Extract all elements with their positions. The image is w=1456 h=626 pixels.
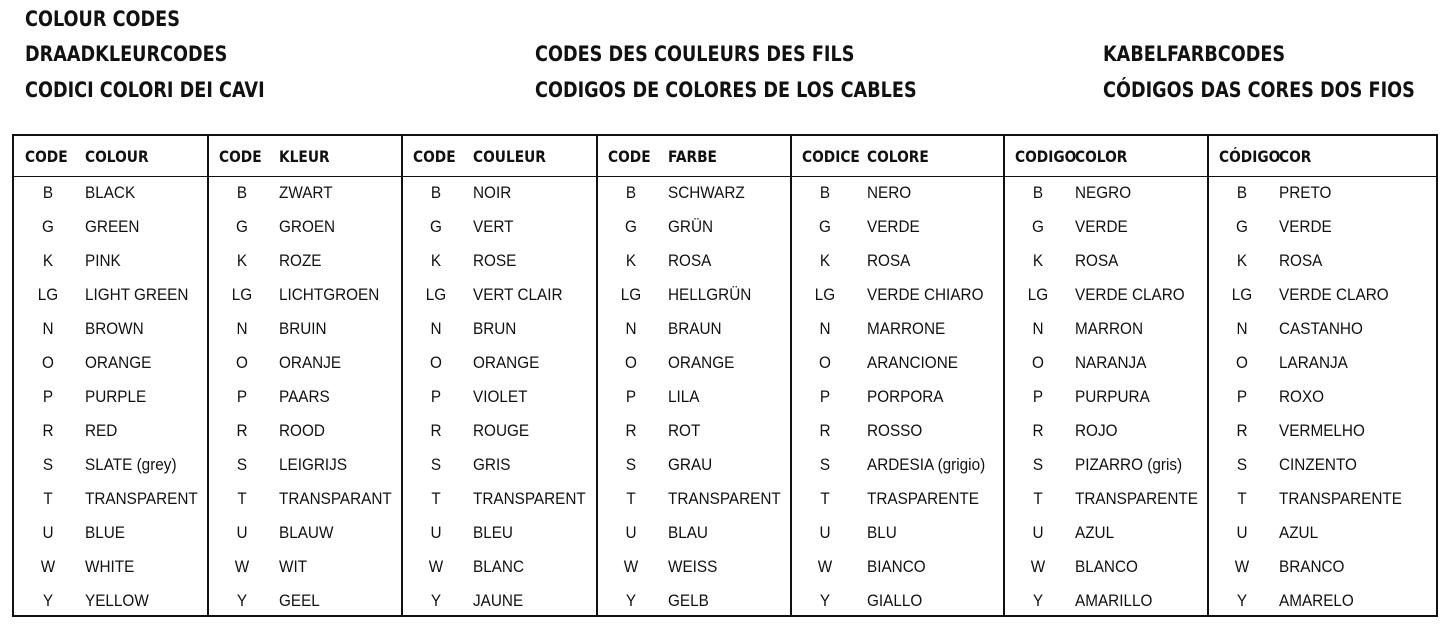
colour-name-cell: BRUN <box>473 319 517 338</box>
code-cell: LG <box>1027 285 1049 304</box>
code-cell: N <box>1032 319 1044 338</box>
code-cell: T <box>237 489 247 508</box>
colour-name-cell: VERDE <box>867 217 920 236</box>
colour-name-cell: CINZENTO <box>1279 455 1357 474</box>
code-cell: R <box>430 421 442 440</box>
code-cell: Y <box>819 591 831 610</box>
code-cell: R <box>236 421 248 440</box>
colour-name-cell: BLANC <box>473 557 525 576</box>
code-cell: B <box>625 183 637 202</box>
colour-name-cell: VERMELHO <box>1279 421 1365 440</box>
colour-name-cell: TRANSPARANT <box>279 489 392 508</box>
colour-name-cell: BLANCO <box>1075 557 1138 576</box>
code-cell: B <box>1032 183 1044 202</box>
colour-column-header: COR <box>1279 147 1312 166</box>
colour-name-cell: LILA <box>668 387 700 406</box>
colour-name-cell: ORANGE <box>668 353 735 372</box>
colour-column-header: KLEUR <box>279 147 330 166</box>
code-cell: O <box>1236 353 1248 372</box>
colour-name-cell: ROZE <box>279 251 322 270</box>
code-cell: U <box>625 523 637 542</box>
colour-name-cell: ROSA <box>1279 251 1323 270</box>
code-cell: W <box>817 557 833 576</box>
colour-name-cell: BLACK <box>85 183 136 202</box>
colour-name-cell: NERO <box>867 183 912 202</box>
code-cell: LG <box>425 285 447 304</box>
colour-name-cell: PIZARRO (gris) <box>1075 455 1183 474</box>
code-cell: N <box>819 319 831 338</box>
colour-column-header: COULEUR <box>473 147 546 166</box>
code-cell: P <box>819 387 831 406</box>
code-cell: U <box>819 523 831 542</box>
colour-name-cell: LICHTGROEN <box>279 285 380 304</box>
code-cell: W <box>1234 557 1250 576</box>
colour-name-cell: TRANSPARENTE <box>1075 489 1198 508</box>
code-cell: B <box>819 183 831 202</box>
heading-italian: CODICI COLORI DEI CAVI <box>25 78 265 102</box>
column-divider <box>1207 136 1209 615</box>
code-cell: G <box>819 217 831 236</box>
code-cell: O <box>1032 353 1044 372</box>
code-cell: O <box>236 353 248 372</box>
code-cell: B <box>1236 183 1248 202</box>
code-column-header: CODE <box>219 147 262 166</box>
colour-name-cell: ROSA <box>1075 251 1119 270</box>
colour-code-table <box>12 134 1438 617</box>
code-cell: O <box>819 353 831 372</box>
colour-name-cell: VERDE CLARO <box>1279 285 1389 304</box>
code-cell: W <box>428 557 444 576</box>
code-cell: P <box>236 387 248 406</box>
colour-name-cell: ORANGE <box>473 353 540 372</box>
code-column-header: CODE <box>25 147 68 166</box>
colour-name-cell: ROOD <box>279 421 325 440</box>
colour-name-cell: BLUE <box>85 523 125 542</box>
code-cell: K <box>1032 251 1044 270</box>
heading-french: CODES DES COULEURS DES FILS <box>535 42 855 66</box>
colour-name-cell: SCHWARZ <box>668 183 745 202</box>
colour-name-cell: GIALLO <box>867 591 923 610</box>
colour-name-cell: BLAU <box>668 523 708 542</box>
colour-name-cell: CASTANHO <box>1279 319 1363 338</box>
code-cell: K <box>42 251 54 270</box>
colour-name-cell: LEIGRIJS <box>279 455 348 474</box>
code-cell: Y <box>1032 591 1044 610</box>
code-cell: N <box>236 319 248 338</box>
colour-name-cell: GRAU <box>668 455 713 474</box>
code-cell: W <box>234 557 250 576</box>
code-cell: B <box>430 183 442 202</box>
colour-name-cell: VERT <box>473 217 514 236</box>
code-cell: Y <box>430 591 442 610</box>
colour-column-header: FARBE <box>668 147 717 166</box>
colour-name-cell: ARDESIA (grigio) <box>867 455 986 474</box>
code-cell: S <box>430 455 442 474</box>
code-cell: N <box>430 319 442 338</box>
colour-name-cell: VIOLET <box>473 387 528 406</box>
code-cell: G <box>625 217 637 236</box>
code-cell: N <box>1236 319 1248 338</box>
colour-name-cell: NEGRO <box>1075 183 1132 202</box>
colour-name-cell: GREEN <box>85 217 140 236</box>
code-cell: S <box>236 455 248 474</box>
code-cell: T <box>43 489 53 508</box>
code-cell: K <box>1236 251 1248 270</box>
column-divider <box>790 136 792 615</box>
code-cell: Y <box>42 591 54 610</box>
colour-name-cell: VERDE <box>1075 217 1128 236</box>
colour-name-cell: VERDE <box>1279 217 1332 236</box>
code-cell: R <box>1236 421 1248 440</box>
colour-name-cell: WIT <box>279 557 308 576</box>
code-cell: U <box>236 523 248 542</box>
colour-column-header: COLOUR <box>85 147 149 166</box>
code-cell: B <box>42 183 54 202</box>
code-cell: G <box>42 217 54 236</box>
code-cell: LG <box>620 285 642 304</box>
colour-name-cell: RED <box>85 421 118 440</box>
colour-name-cell: ZWART <box>279 183 333 202</box>
code-cell: LG <box>1231 285 1253 304</box>
colour-name-cell: BLU <box>867 523 897 542</box>
heading-spanish: CODIGOS DE COLORES DE LOS CABLES <box>535 78 917 102</box>
code-cell: G <box>1032 217 1044 236</box>
code-cell: S <box>625 455 637 474</box>
code-cell: N <box>42 319 54 338</box>
colour-name-cell: PORPORA <box>867 387 944 406</box>
colour-name-cell: GELB <box>668 591 709 610</box>
colour-name-cell: PURPURA <box>1075 387 1150 406</box>
colour-name-cell: YELLOW <box>85 591 149 610</box>
heading-portuguese: CÓDIGOS DAS CORES DOS FIOS <box>1103 78 1415 102</box>
colour-name-cell: GRIS <box>473 455 511 474</box>
colour-name-cell: BLAUW <box>279 523 334 542</box>
colour-name-cell: BRUIN <box>279 319 327 338</box>
code-cell: G <box>430 217 442 236</box>
colour-name-cell: TRASPARENTE <box>867 489 979 508</box>
code-cell: S <box>1032 455 1044 474</box>
colour-name-cell: JAUNE <box>473 591 524 610</box>
heading-dutch: DRAADKLEURCODES <box>25 42 228 66</box>
colour-name-cell: GRÜN <box>668 217 714 236</box>
heading-german: KABELFARBCODES <box>1103 42 1286 66</box>
colour-name-cell: ROSE <box>473 251 517 270</box>
colour-name-cell: MARRON <box>1075 319 1144 338</box>
code-column-header: CODIGO <box>1015 147 1077 166</box>
header-rule <box>14 176 1436 177</box>
column-divider <box>596 136 598 615</box>
column-divider <box>401 136 403 615</box>
colour-name-cell: ORANJE <box>279 353 342 372</box>
code-cell: Y <box>1236 591 1248 610</box>
heading-colour-codes: COLOUR CODES <box>25 7 180 31</box>
code-cell: R <box>42 421 54 440</box>
code-cell: U <box>1236 523 1248 542</box>
colour-name-cell: TRANSPARENT <box>668 489 781 508</box>
colour-name-cell: NOIR <box>473 183 512 202</box>
colour-name-cell: WEISS <box>668 557 718 576</box>
colour-name-cell: ROJO <box>1075 421 1118 440</box>
colour-name-cell: BRAUN <box>668 319 722 338</box>
colour-name-cell: TRANSPARENT <box>473 489 586 508</box>
colour-name-cell: GROEN <box>279 217 336 236</box>
code-cell: T <box>1033 489 1043 508</box>
code-cell: G <box>236 217 248 236</box>
code-cell: P <box>430 387 442 406</box>
colour-name-cell: GEEL <box>279 591 320 610</box>
code-column-header: CODE <box>608 147 651 166</box>
code-cell: K <box>819 251 831 270</box>
code-column-header: CODICE <box>802 147 860 166</box>
colour-name-cell: BLEU <box>473 523 513 542</box>
code-cell: Y <box>236 591 248 610</box>
colour-name-cell: VERDE CLARO <box>1075 285 1185 304</box>
code-cell: T <box>626 489 636 508</box>
colour-name-cell: ROSSO <box>867 421 923 440</box>
colour-name-cell: ROT <box>668 421 701 440</box>
code-cell: W <box>623 557 639 576</box>
code-cell: W <box>40 557 56 576</box>
colour-name-cell: TRANSPARENTE <box>1279 489 1402 508</box>
colour-name-cell: ROSA <box>867 251 911 270</box>
code-cell: T <box>431 489 441 508</box>
colour-name-cell: PAARS <box>279 387 330 406</box>
column-divider <box>207 136 209 615</box>
colour-column-header: COLORE <box>867 147 929 166</box>
colour-name-cell: VERDE CHIARO <box>867 285 984 304</box>
code-cell: Y <box>625 591 637 610</box>
colour-name-cell: ROXO <box>1279 387 1325 406</box>
colour-name-cell: AZUL <box>1279 523 1319 542</box>
code-cell: T <box>820 489 830 508</box>
colour-name-cell: ARANCIONE <box>867 353 958 372</box>
colour-name-cell: ROSA <box>668 251 712 270</box>
code-cell: N <box>625 319 637 338</box>
code-cell: W <box>1030 557 1046 576</box>
code-column-header: CODE <box>413 147 456 166</box>
colour-name-cell: PURPLE <box>85 387 147 406</box>
code-cell: S <box>819 455 831 474</box>
code-cell: U <box>1032 523 1044 542</box>
colour-name-cell: SLATE (grey) <box>85 455 177 474</box>
colour-name-cell: LIGHT GREEN <box>85 285 189 304</box>
colour-name-cell: PINK <box>85 251 121 270</box>
colour-name-cell: MARRONE <box>867 319 946 338</box>
colour-name-cell: WHITE <box>85 557 135 576</box>
code-cell: P <box>42 387 54 406</box>
code-cell: K <box>236 251 248 270</box>
colour-name-cell: BIANCO <box>867 557 926 576</box>
code-cell: P <box>625 387 637 406</box>
code-column-header: CÓDIGO <box>1219 147 1281 166</box>
colour-name-cell: LARANJA <box>1279 353 1348 372</box>
column-divider <box>1003 136 1005 615</box>
code-cell: S <box>1236 455 1248 474</box>
colour-name-cell: BRANCO <box>1279 557 1345 576</box>
colour-name-cell: PRETO <box>1279 183 1332 202</box>
code-cell: O <box>42 353 54 372</box>
code-cell: LG <box>814 285 836 304</box>
code-cell: U <box>42 523 54 542</box>
colour-name-cell: NARANJA <box>1075 353 1147 372</box>
colour-name-cell: VERT CLAIR <box>473 285 563 304</box>
code-cell: K <box>625 251 637 270</box>
colour-name-cell: ROUGE <box>473 421 530 440</box>
colour-name-cell: AMARELO <box>1279 591 1354 610</box>
code-cell: R <box>819 421 831 440</box>
code-cell: R <box>625 421 637 440</box>
code-cell: G <box>1236 217 1248 236</box>
code-cell: P <box>1236 387 1248 406</box>
code-cell: P <box>1032 387 1044 406</box>
colour-name-cell: HELLGRÜN <box>668 285 752 304</box>
colour-name-cell: TRANSPARENT <box>85 489 198 508</box>
colour-name-cell: AMARILLO <box>1075 591 1153 610</box>
code-cell: LG <box>231 285 253 304</box>
code-cell: O <box>430 353 442 372</box>
code-cell: T <box>1237 489 1247 508</box>
code-cell: B <box>236 183 248 202</box>
code-cell: R <box>1032 421 1044 440</box>
code-cell: U <box>430 523 442 542</box>
colour-name-cell: AZUL <box>1075 523 1115 542</box>
colour-name-cell: BROWN <box>85 319 144 338</box>
code-cell: LG <box>37 285 59 304</box>
colour-column-header: COLOR <box>1075 147 1128 166</box>
colour-name-cell: ORANGE <box>85 353 152 372</box>
code-cell: K <box>430 251 442 270</box>
code-cell: S <box>42 455 54 474</box>
code-cell: O <box>625 353 637 372</box>
